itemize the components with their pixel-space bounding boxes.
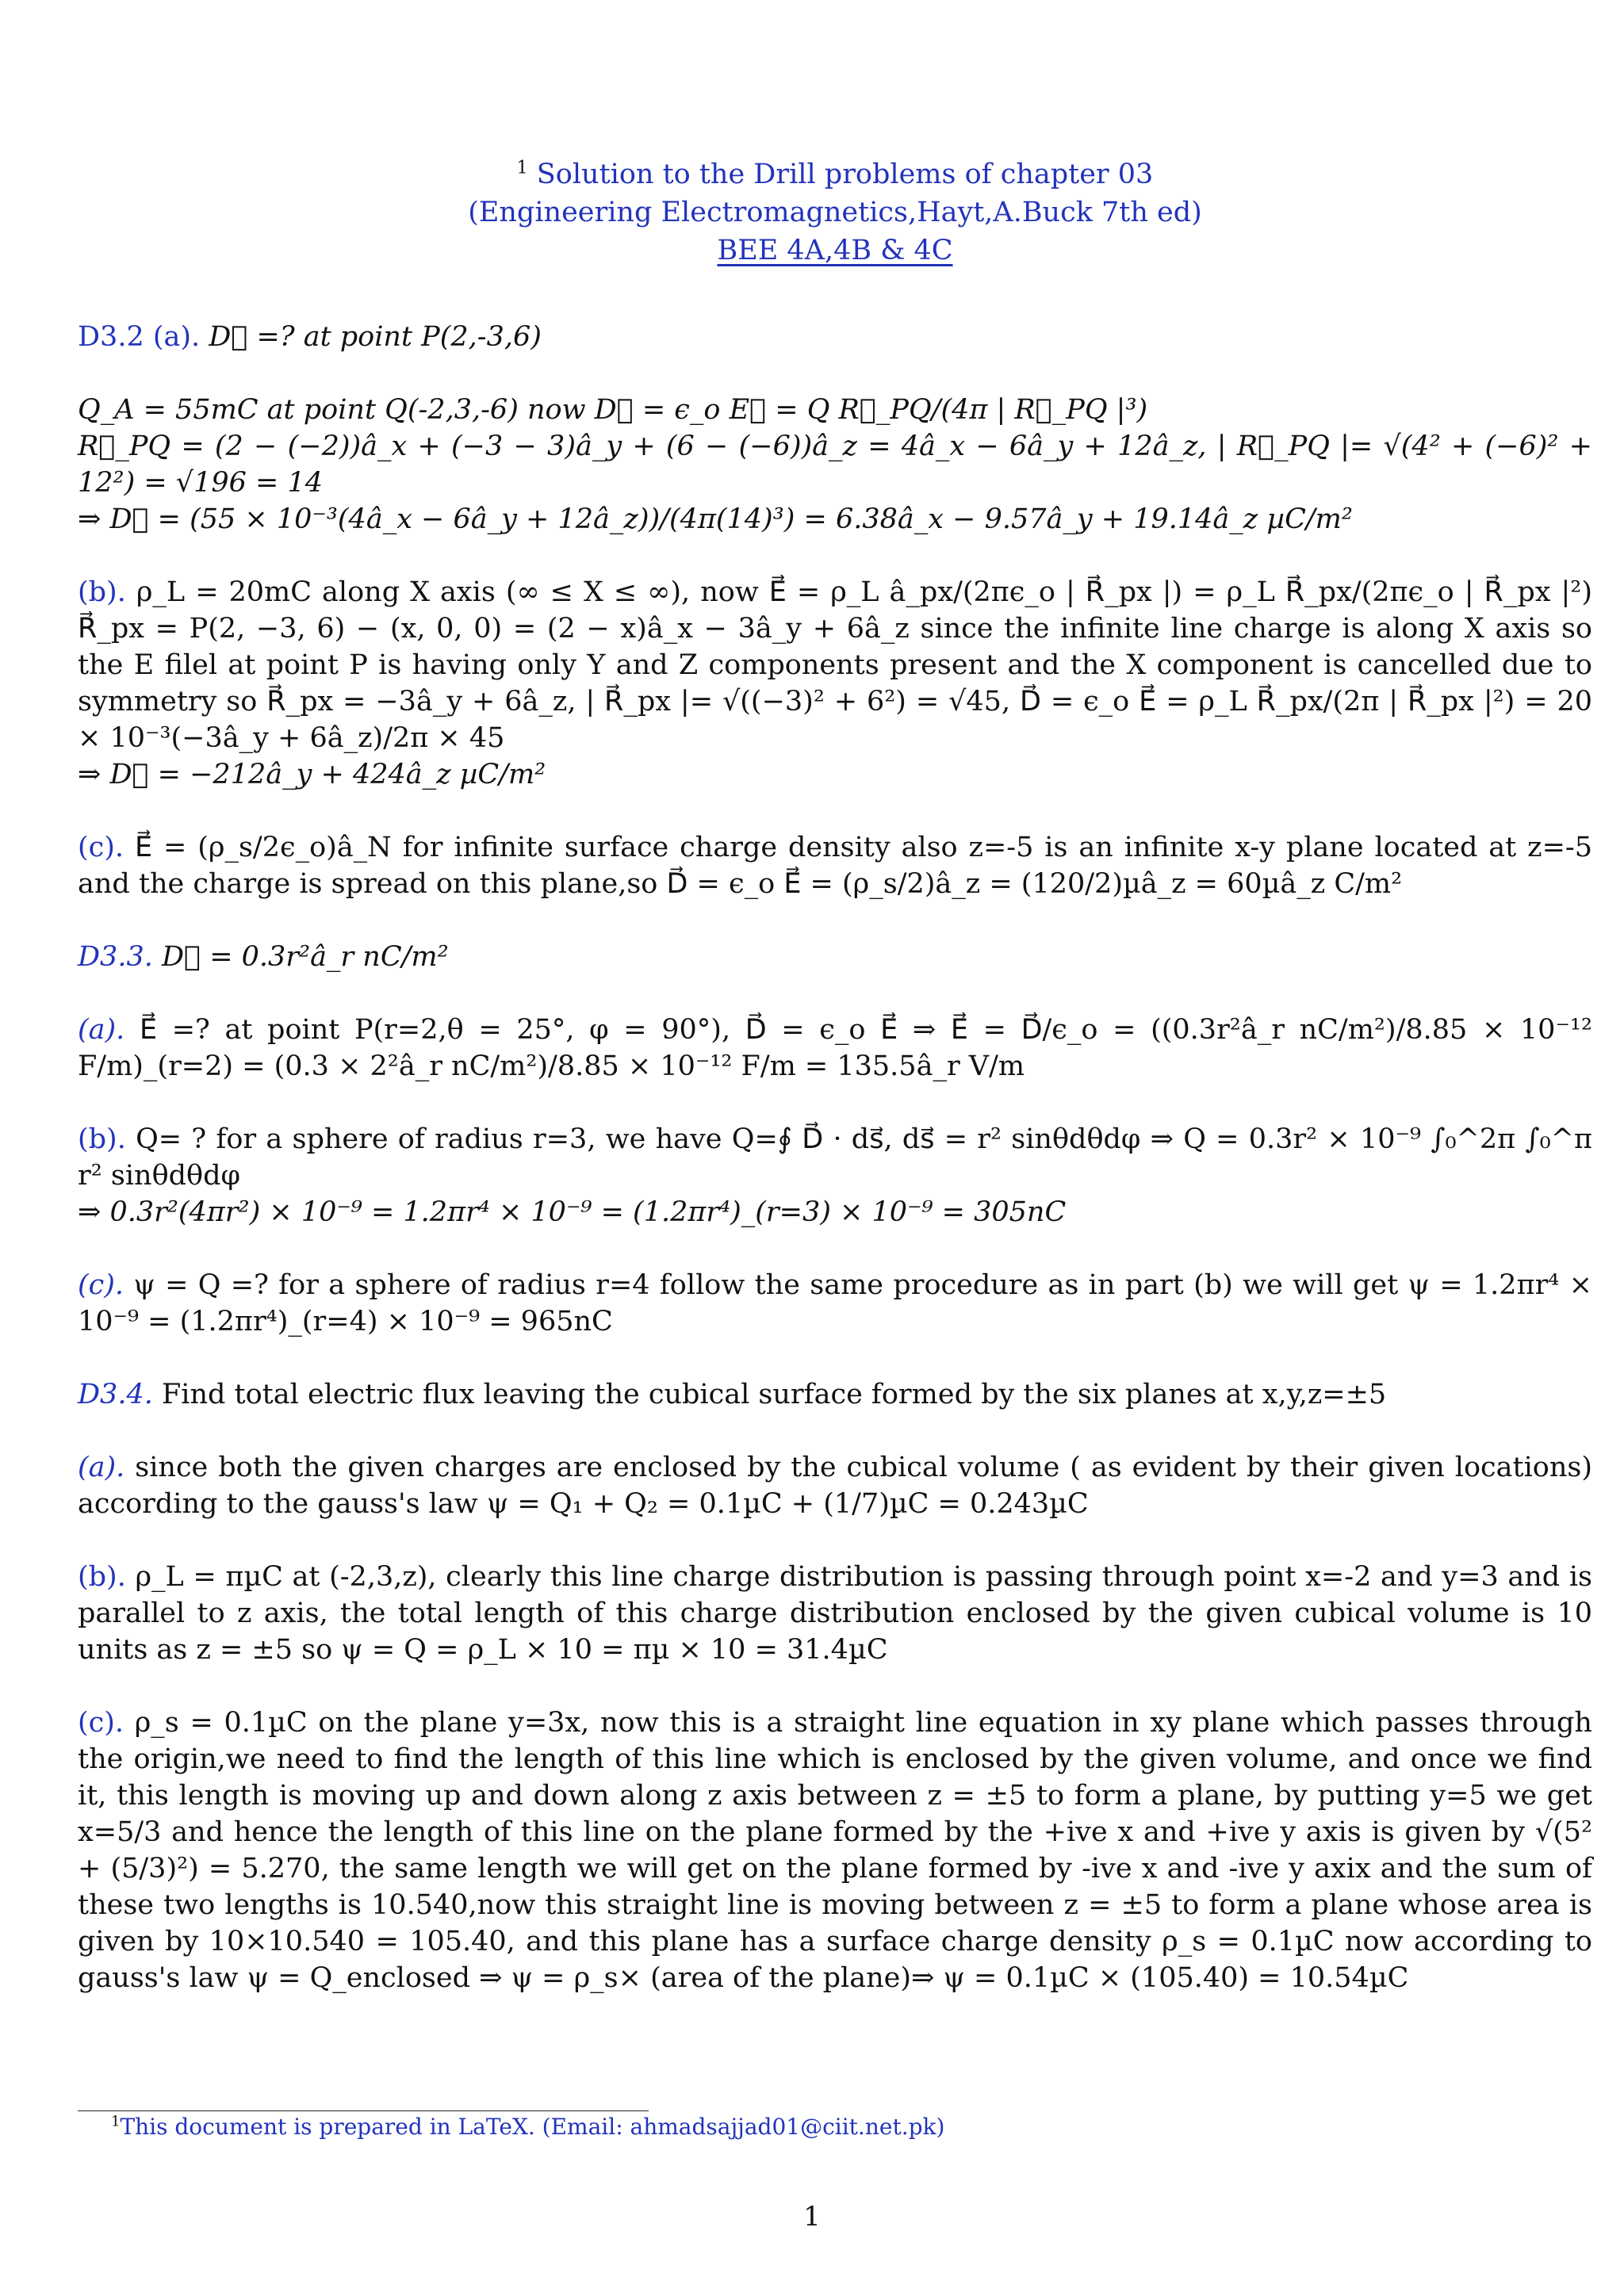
d33-part-a xyxy=(78,1012,1592,1085)
d33-b-label: (b). xyxy=(78,1123,126,1155)
d32-part-c xyxy=(78,829,1592,902)
d32-c-label: (c). xyxy=(78,832,124,863)
d34-a-text: since both the given charges are enclosed by the cubical volume ( as evident by their given locations) according to the gauss's law ψ = Q₁ + Q₂ = 0.1µC + (1/7)µC = 0.243µC xyxy=(78,1452,1592,1520)
d33-b-text: Q= ? for a sphere of radius r=3, we have Q=∮ D⃗ · ds⃗, ds⃗ = r² sinθdθdφ ⇒ Q = 0.3r² × 10⁻⁹ ∫₀^2π ∫₀^π r² sinθdθdφ xyxy=(78,1123,1592,1192)
d32-label: D3.2 (a). xyxy=(78,321,201,353)
d33-a-label: (a). xyxy=(78,1014,125,1046)
d33-c-text: ψ = Q =? for a sphere of radius r=4 follow the same procedure as in part (b) we will get ψ = 1.2πr⁴ × 10⁻⁹ = (1.2πr⁴)_(r=4) × 10⁻⁹ = 965nC xyxy=(78,1269,1592,1337)
d32-b-label: (b). xyxy=(78,576,126,608)
d34-question xyxy=(78,1376,1592,1413)
d33-label: D3.3. xyxy=(78,941,153,973)
d34-part-a xyxy=(78,1449,1592,1522)
d33-b-paragraph xyxy=(78,1121,1592,1194)
d34-c-text: ρ_s = 0.1µC on the plane y=3x, now this is a straight line equation in xy plane which passes through the origin,we need to find the length of this line which is enclosed by the given volume, and once we find it, this length is moving up and down along z axis between z = ±5 to form a plane, by putting y=5 we get x=5/3 and hence the length of this line on the plane formed by the +ive x and +ive y axis is given by √(5² + (5/3)²) = 5.270, the same length we will get on the plane formed by -ive x and -ive y axix and the sum of these two lengths is 10.540,now this straight line is moving between z = ±5 to form a plane whose area is given by 10×10.540 = 105.40, and this plane has a surface charge density ρ_s = 0.1µC now according to gauss's law ψ = Q_enclosed ⇒ ψ = ρ_s× (area of the plane)⇒ ψ = 0.1µC × (105.40) = 10.54µC xyxy=(78,1707,1592,1994)
d32-part-b xyxy=(78,574,1592,793)
d32-b-text: ρ_L = 20mC along X axis (∞ ≤ X ≤ ∞), now E⃗ = ρ_L â_px/(2πϵ_o | R⃗_px |) = ρ_L R⃗_px/(2πϵ_o | R⃗_px |²) R⃗_px = P(2, −3, 6) − (x, 0, 0) = (2 − x)â_x − 3â_y + 6â_z since the infinite line charge is along X axis so the E filel at point P is having only Y and Z components present and the X component is cancelled due to symmetry so R⃗_px = −3â_y + 6â_z, | R⃗_px |= √((−3)² + 6²) = √45, D⃗ = ϵ_o E⃗ = ρ_L R⃗_px/(2π | R⃗_px |²) = 20 × 10⁻³(−3â_y + 6â_z)/2π × 45 xyxy=(78,576,1592,754)
footnote xyxy=(111,2114,944,2140)
page-number: 1 xyxy=(803,2201,821,2233)
d32-b-result: ⇒ D⃗ = −212â_y + 424â_z µC/m² xyxy=(78,759,546,790)
header-footnote-mark: 1 xyxy=(516,158,528,178)
header-line-1 xyxy=(78,155,1592,193)
d34-label: D3.4. xyxy=(78,1379,153,1410)
d34-c-label: (c). xyxy=(78,1707,124,1739)
d33-a-text: E⃗ =? at point P(r=2,θ = 25°, φ = 90°), D⃗ = ϵ_o E⃗ ⇒ E⃗ = D⃗/ϵ_o = ((0.3r²â_r nC/m²)/8.85 × 10⁻¹² F/m)_(r=2) = (0.3 × 2²â_r nC/m²)/8.85 × 10⁻¹² F/m = 135.5â_r V/m xyxy=(78,1014,1592,1082)
d33-part-c xyxy=(78,1267,1592,1340)
d34-part-c xyxy=(78,1705,1592,1996)
header-line-3 xyxy=(78,232,1592,270)
d32-a-line-3: ⇒ D⃗ = (55 × 10⁻³(4â_x − 6â_y + 12â_z))/(4π(14)³) = 6.38â_x − 9.57â_y + 19.14â_z µC/m² xyxy=(78,503,1353,535)
d33-part-b xyxy=(78,1121,1592,1230)
footnote-text: This document is prepared in LaTeX. (Email: ahmadsajjad01@ciit.net.pk) xyxy=(120,2114,945,2140)
document-header xyxy=(78,155,1592,270)
footnote-mark: 1 xyxy=(111,2113,121,2130)
header-class-label: BEE 4A,4B & 4C xyxy=(717,235,953,266)
d34-part-b xyxy=(78,1559,1592,1668)
header-line-2: (Engineering Electromagnetics,Hayt,A.Buck 7th ed) xyxy=(468,197,1202,228)
d32-question xyxy=(78,319,1592,355)
d33-question-text: D⃗ = 0.3r²â_r nC/m² xyxy=(162,941,449,973)
footnote-rule xyxy=(78,2110,649,2111)
d32-question-text: D⃗ =? at point P(2,-3,6) xyxy=(209,321,542,353)
d32-a-line-2: R⃗_PQ = (2 − (−2))â_x + (−3 − 3)â_y + (6 − (−6))â_z = 4â_x − 6â_y + 12â_z, | R⃗_PQ |= √(4² + (−6)² + 12²) = √196 = 14 xyxy=(78,430,1592,499)
d32-part-a xyxy=(78,392,1592,538)
d32-c-text: E⃗ = (ρ_s/2ϵ_o)â_N for infinite surface charge density also z=-5 is an infinite x-y plane located at z=-5 and the charge is spread on this plane,so D⃗ = ϵ_o E⃗ = (ρ_s/2)â_z = (120/2)µâ_z = 60µâ_z C/m² xyxy=(78,832,1592,900)
d32-b-paragraph xyxy=(78,574,1592,756)
d34-a-label: (a). xyxy=(78,1452,125,1483)
d34-b-label: (b). xyxy=(78,1561,126,1593)
d33-question xyxy=(78,939,1592,975)
document-page xyxy=(78,155,1592,1996)
d34-b-text: ρ_L = πµC at (-2,3,z), clearly this line charge distribution is passing through point x=-2 and y=3 and is parallel to z axis, the total length of this charge distribution enclosed by the given cubical volume is 10 units as z = ±5 so ψ = Q = ρ_L × 10 = πµ × 10 = 31.4µC xyxy=(78,1561,1592,1666)
d34-question-text: Find total electric flux leaving the cubical surface formed by the six planes at x,y,z=±5 xyxy=(162,1379,1387,1410)
header-title: Solution to the Drill problems of chapter 03 xyxy=(536,159,1154,190)
d33-c-label: (c). xyxy=(78,1269,124,1301)
d32-a-line-1: Q_A = 55mC at point Q(-2,3,-6) now D⃗ = ϵ_o E⃗ = Q R⃗_PQ/(4π | R⃗_PQ |³) xyxy=(78,394,1148,426)
d33-b-result: ⇒ 0.3r²(4πr²) × 10⁻⁹ = 1.2πr⁴ × 10⁻⁹ = (1.2πr⁴)_(r=3) × 10⁻⁹ = 305nC xyxy=(78,1196,1067,1228)
